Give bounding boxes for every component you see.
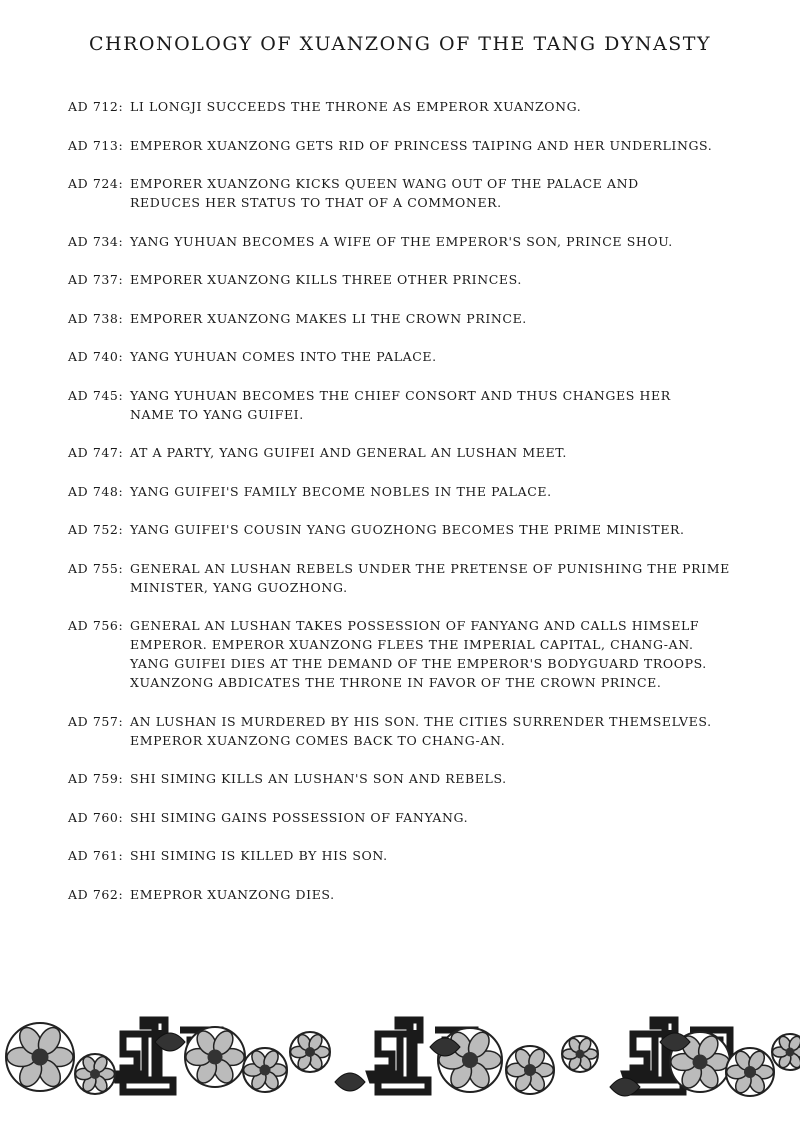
flower-center-icon	[576, 1050, 585, 1059]
entry-date: AD 737:	[68, 272, 124, 287]
entry-text-line: EMPEROR XUANZONG GETS RID OF PRINCESS TAIPING AND HER UNDERLINGS.	[130, 137, 713, 153]
entry-text-line: AT A PARTY, YANG GUIFEI AND GENERAL AN LUSHAN MEET.	[130, 445, 567, 460]
entry-date: AD 734:	[68, 233, 124, 249]
chronology-entry	[68, 270, 748, 289]
chronology-entry	[68, 97, 748, 116]
entry-text	[130, 347, 748, 366]
entry-text	[130, 520, 748, 539]
fret-motif-icon	[370, 1020, 428, 1092]
entry-text-line: SHI SIMING GAINS POSSESSION OF FANYANG.	[130, 809, 469, 825]
entry-text-line: GENERAL AN LUSHAN REBELS UNDER THE PRETENSE OF PUNISHING THE PRIME	[130, 560, 730, 576]
entry-text-line: EMPORER XUANZONG KICKS QUEEN WANG OUT OF THE PALACE AND	[130, 176, 639, 191]
entry-text-line: NAME TO YANG GUIFEI.	[130, 406, 304, 422]
entry-text-line: EMEPROR XUANZONG DIES.	[130, 886, 335, 902]
flower-center-icon	[305, 1047, 315, 1057]
flower-center-icon	[744, 1066, 756, 1078]
chronology-entry	[68, 482, 748, 501]
entry-text-line: XUANZONG ABDICATES THE THRONE IN FAVOR OF THE CROWN PRINCE.	[130, 675, 662, 690]
chronology-entry	[68, 347, 748, 366]
chronology-entry	[68, 616, 748, 692]
entry-text-line: EMPEROR XUANZONG COMES BACK TO CHANG-AN.	[130, 732, 506, 748]
flower-center-icon	[693, 1055, 708, 1070]
entry-date: AD 740:	[68, 349, 124, 364]
flower-center-icon	[462, 1052, 478, 1068]
entry-text	[130, 232, 748, 251]
chronology-entry	[68, 885, 748, 904]
entry-date: AD 748:	[68, 483, 124, 499]
chronology-entry	[68, 712, 748, 750]
entry-text-line: MINISTER, YANG GUOZHONG.	[130, 579, 348, 595]
entry-date: AD 724:	[68, 176, 124, 191]
entry-text	[130, 559, 748, 597]
entry-date: AD 762:	[68, 886, 124, 902]
entry-text	[130, 97, 748, 116]
entry-date: AD 747:	[68, 445, 124, 460]
entry-date: AD 745:	[68, 387, 124, 403]
entry-date: AD 760:	[68, 809, 124, 825]
flower-center-icon	[32, 1049, 49, 1066]
entry-text-line: YANG GUIFEI'S COUSIN YANG GUOZHONG BECOMES THE PRIME MINISTER.	[130, 522, 685, 537]
flower-center-icon	[524, 1064, 536, 1076]
chronology-entry	[68, 769, 748, 788]
entry-text	[130, 174, 748, 212]
entry-text	[130, 846, 748, 865]
chronology-entry	[68, 136, 748, 155]
chronology-entry	[68, 808, 748, 827]
entry-date: AD 752:	[68, 522, 124, 537]
chronology-entry	[68, 846, 748, 865]
flower-center-icon	[260, 1065, 271, 1076]
entry-text	[130, 712, 748, 750]
entry-text	[130, 885, 748, 904]
chronology-entry	[68, 520, 748, 539]
floral-fret-border-decoration	[0, 1012, 800, 1112]
entry-text-line: EMPORER XUANZONG MAKES LI THE CROWN PRINCE.	[130, 310, 527, 326]
leaf-icon	[335, 1073, 365, 1091]
entry-text-line: YANG YUHUAN BECOMES A WIFE OF THE EMPEROR'S SON, PRINCE SHOU.	[130, 233, 673, 249]
entry-date: AD 757:	[68, 713, 124, 729]
entry-date: AD 756:	[68, 618, 124, 633]
page-title: CHRONOLOGY OF XUANZONG OF THE TANG DYNASTY	[88, 33, 712, 55]
entry-date: AD 712:	[68, 99, 124, 114]
entry-text-line: LI LONGJI SUCCEEDS THE THRONE AS EMPEROR XUANZONG.	[130, 99, 582, 114]
entry-text	[130, 309, 748, 328]
flower-center-icon	[208, 1050, 223, 1065]
chronology-entry	[68, 232, 748, 251]
entry-text	[130, 136, 748, 155]
entry-date: AD 759:	[68, 771, 124, 786]
chronology-entry	[68, 559, 748, 597]
entry-text	[130, 386, 748, 424]
entry-text-line: YANG YUHUAN BECOMES THE CHIEF CONSORT AND THUS CHANGES HER	[130, 387, 671, 403]
entry-text	[130, 482, 748, 501]
entry-date: AD 738:	[68, 310, 124, 326]
entry-text-line: REDUCES HER STATUS TO THAT OF A COMMONER.	[130, 195, 502, 210]
flower-center-icon	[786, 1048, 795, 1057]
entry-date: AD 713:	[68, 137, 124, 153]
entry-text-line: EMPEROR. EMPEROR XUANZONG FLEES THE IMPERIAL CAPITAL, CHANG-AN.	[130, 637, 694, 652]
chronology-entry	[68, 443, 748, 462]
fret-motif-icon	[115, 1020, 173, 1092]
entry-text-line: SHI SIMING IS KILLED BY HIS SON.	[130, 848, 388, 863]
entry-date: AD 755:	[68, 560, 124, 576]
entry-text	[130, 616, 748, 692]
entry-text	[130, 443, 748, 462]
entry-text-line: GENERAL AN LUSHAN TAKES POSSESSION OF FANYANG AND CALLS HIMSELF	[130, 618, 700, 633]
chronology-entry	[68, 386, 748, 424]
entry-text-line: YANG GUIFEI DIES AT THE DEMAND OF THE EMPEROR'S BODYGUARD TROOPS.	[130, 656, 707, 671]
entry-text-line: YANG YUHUAN COMES INTO THE PALACE.	[130, 349, 437, 364]
entry-text-line: EMPORER XUANZONG KILLS THREE OTHER PRINCES.	[130, 272, 522, 287]
entry-text-line: AN LUSHAN IS MURDERED BY HIS SON. THE CITIES SURRENDER THEMSELVES.	[130, 713, 712, 729]
entry-text-line: YANG GUIFEI'S FAMILY BECOME NOBLES IN THE PALACE.	[130, 483, 552, 499]
flower-center-icon	[90, 1069, 100, 1079]
entry-text-line: SHI SIMING KILLS AN LUSHAN'S SON AND REBELS.	[130, 771, 507, 786]
chronology-entry	[68, 174, 748, 212]
entry-text	[130, 270, 748, 289]
entry-date: AD 761:	[68, 848, 124, 863]
chronology-entry	[68, 309, 748, 328]
entry-text	[130, 808, 748, 827]
entry-text	[130, 769, 748, 788]
chronology-list	[68, 97, 748, 923]
